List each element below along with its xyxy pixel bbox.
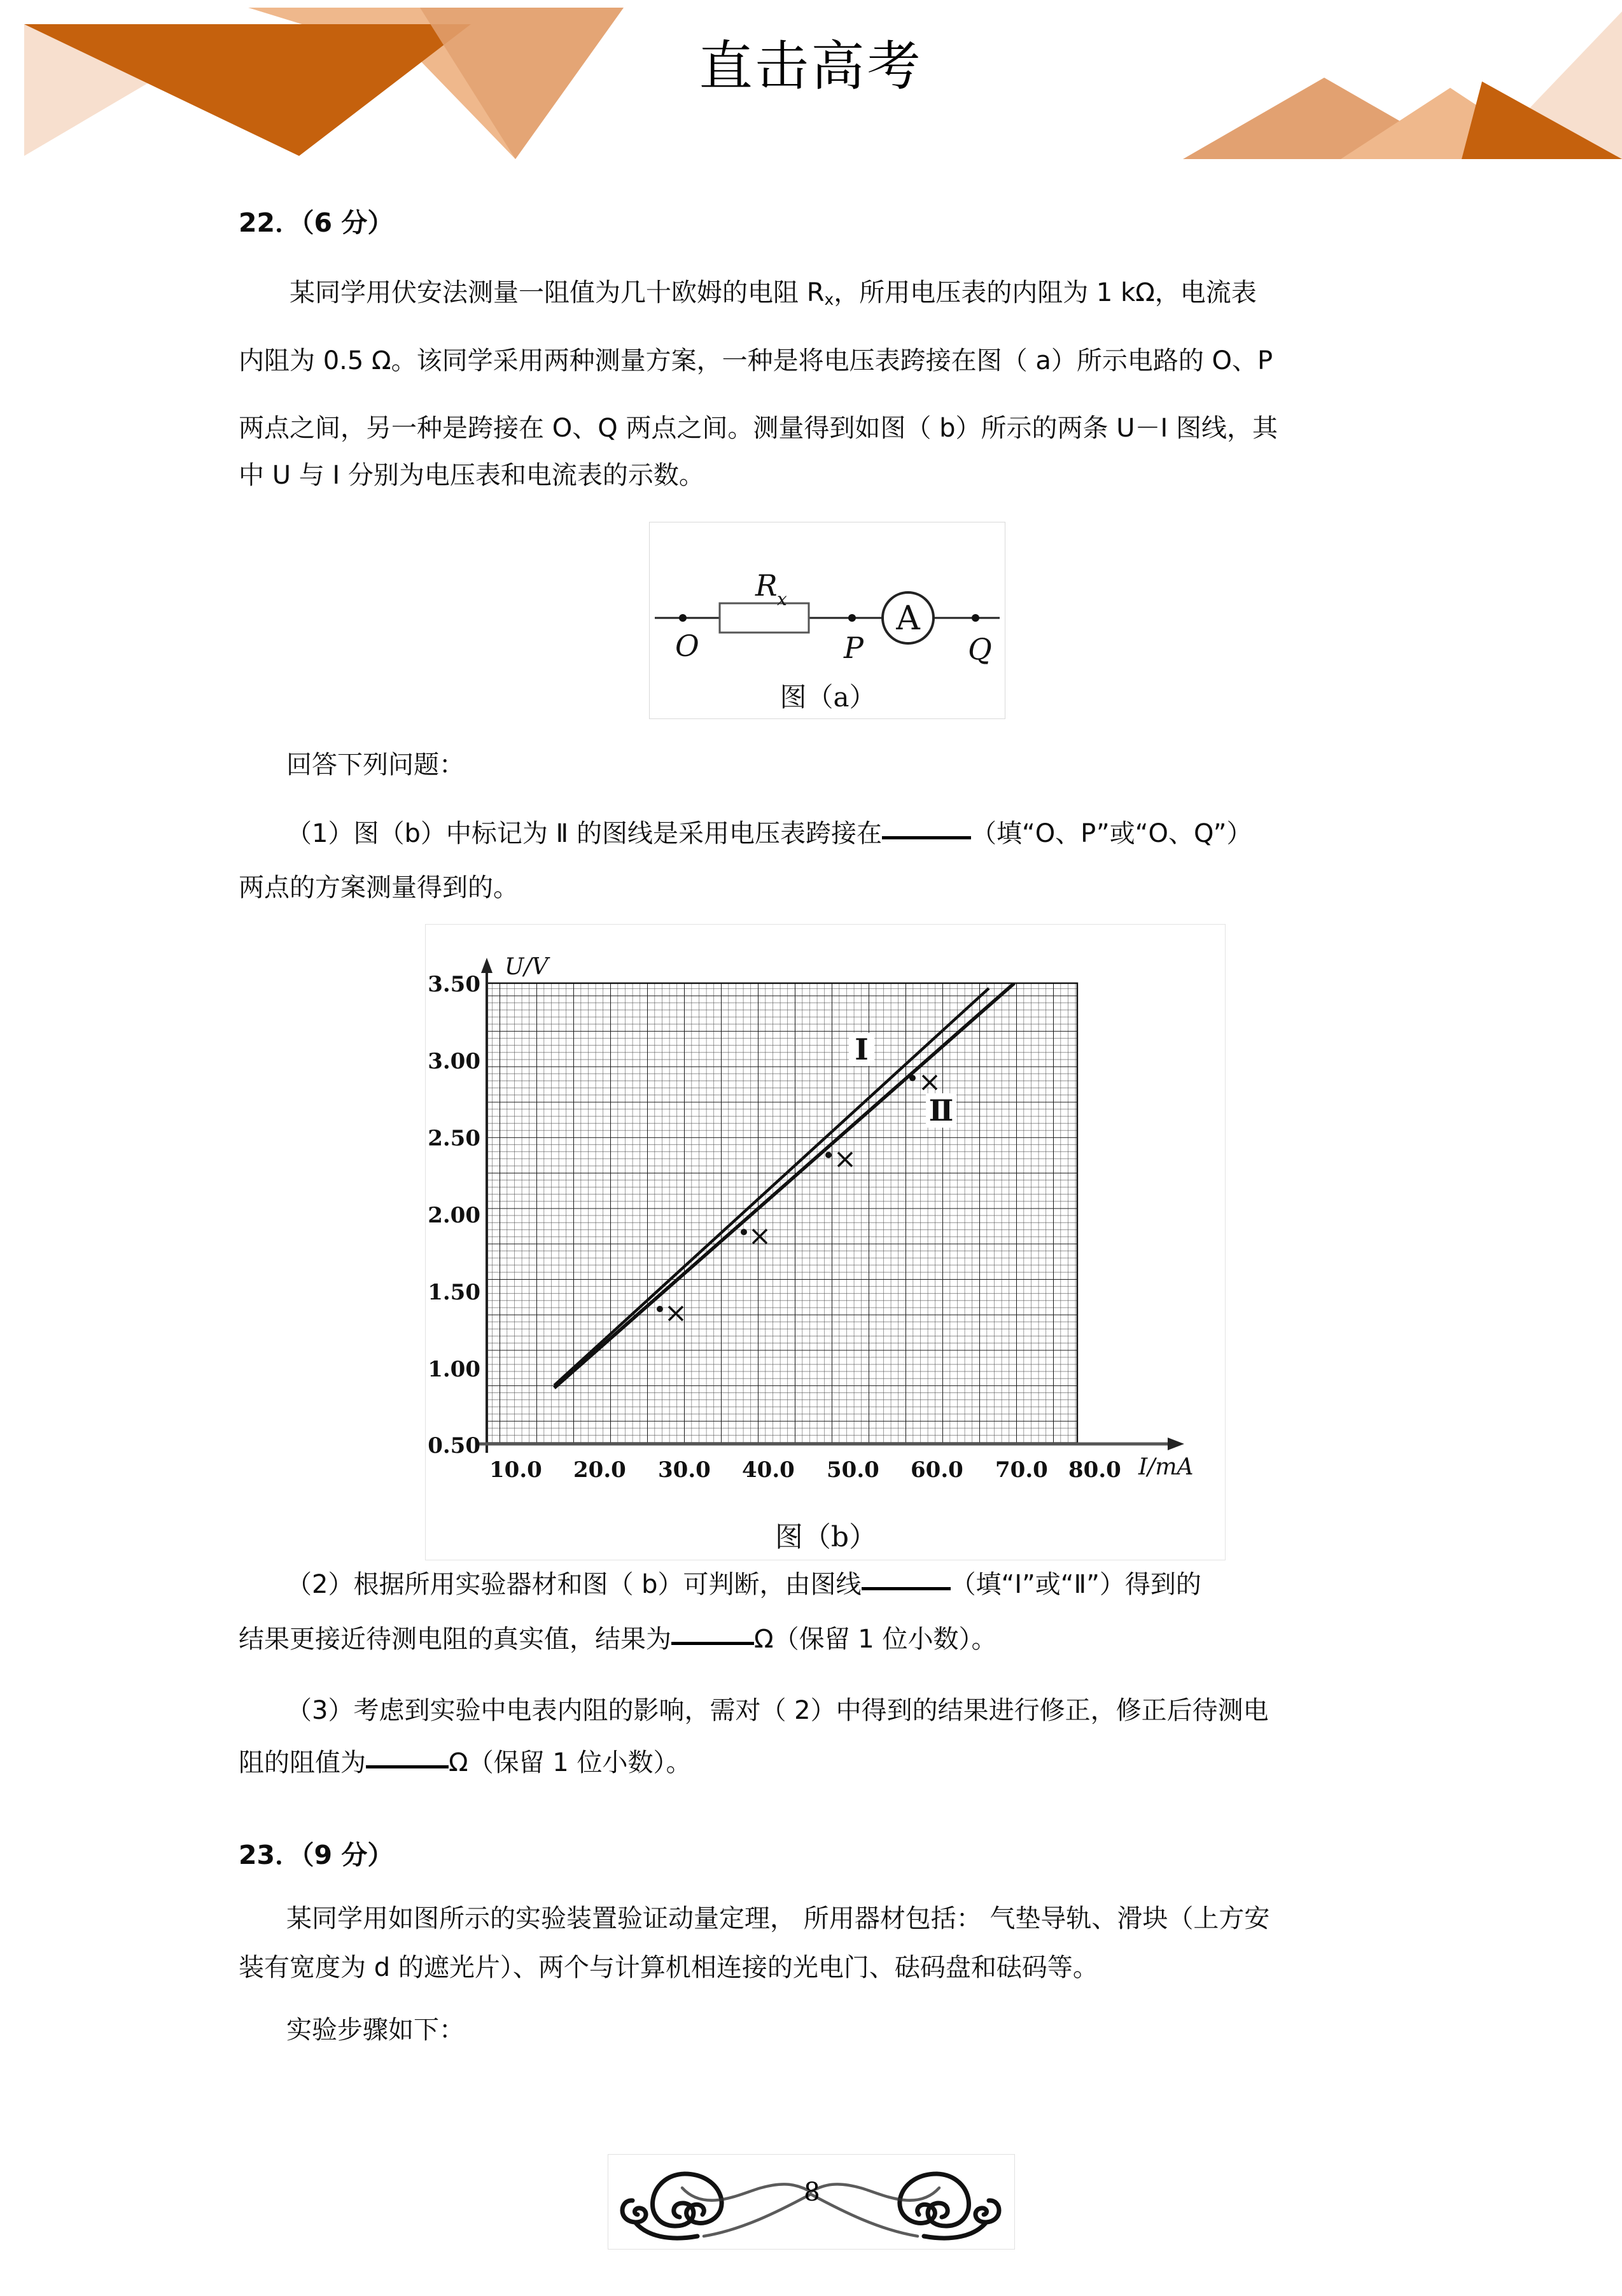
question-22-sub-3: （3）考虑到实验中电表内阻的影响，需对（ 2）中得到的结果进行修正，修正后待测电 xyxy=(286,1696,1269,1725)
svg-text:70.0: 70.0 xyxy=(995,1457,1048,1483)
figure-b-ui-graph xyxy=(425,924,1226,1560)
svg-text:1.50: 1.50 xyxy=(428,1280,480,1305)
answer-blank-1[interactable] xyxy=(882,836,971,839)
question-22-sub-1-text: （1）图（b）中标记为 Ⅱ 的图线是采用电压表跨接在 xyxy=(286,819,882,848)
question-22-line-1-tail: ，所用电压表的内阻为 1 kΩ，电流表 xyxy=(834,278,1257,307)
svg-text:10.0: 10.0 xyxy=(489,1457,542,1483)
svg-text:O: O xyxy=(675,629,699,663)
circuit-schematic xyxy=(650,529,1005,694)
rx-subscript: x xyxy=(824,290,834,309)
svg-text:3.50: 3.50 xyxy=(428,972,480,997)
question-22-sub-1-hint: （填“O、P”或“O、Q”） xyxy=(970,819,1252,848)
svg-text:P: P xyxy=(844,631,863,665)
x-axis-label: I/mA xyxy=(1138,1454,1194,1480)
svg-text:80.0: 80.0 xyxy=(1068,1457,1121,1483)
question-22-number: 22．（6 分） xyxy=(239,207,394,238)
question-22-sub-2-cont xyxy=(239,1627,996,1652)
question-22-sub-2-text: （2）根据所用实验器材和图（ b）可判断，由图线 xyxy=(286,1570,862,1599)
figure-a-circuit-diagram xyxy=(649,522,1005,719)
question-22-sub-1 xyxy=(286,821,1252,846)
question-22-line-2: 内阻为 0.5 Ω。该同学采用两种测量方案，一种是将电压表跨接在图（ a）所示电路的 O、P xyxy=(239,346,1273,375)
figure-a-caption: 图（a） xyxy=(780,682,876,713)
svg-text:40.0: 40.0 xyxy=(742,1457,795,1483)
question-22-sub-3-cont xyxy=(239,1750,691,1775)
question-23-line-3: 实验步骤如下： xyxy=(286,2015,465,2045)
ui-graph-svg xyxy=(426,925,1225,1516)
question-22-sub-2 xyxy=(286,1572,1201,1597)
svg-text:A: A xyxy=(896,599,920,638)
question-23-line-2: 装有宽度为 d 的遮光片）、两个与计算机相连接的光电门、砝码盘和砝码等。 xyxy=(239,1953,1098,1982)
svg-text:50.0: 50.0 xyxy=(827,1457,879,1483)
svg-text:Q: Q xyxy=(968,632,992,666)
curve-label-II: Ⅱ xyxy=(928,1093,954,1128)
answer-blank-4[interactable] xyxy=(366,1765,449,1768)
svg-text:20.0: 20.0 xyxy=(573,1457,626,1483)
svg-text:x: x xyxy=(777,589,787,610)
question-22-sub-1-cont: 两点的方案测量得到的。 xyxy=(239,873,519,902)
page-footer xyxy=(608,2154,1015,2250)
question-23-number: 23．（9 分） xyxy=(239,1840,394,1870)
page-header xyxy=(0,0,1622,172)
svg-text:0.50: 0.50 xyxy=(428,1433,480,1459)
answer-blank-2[interactable] xyxy=(862,1586,951,1590)
question-22-sub-3-text: 阻的阻值为 xyxy=(239,1748,366,1777)
question-22-line-4: 中 U 与 I 分别为电压表和电流表的示数。 xyxy=(239,461,704,490)
svg-text:R: R xyxy=(755,568,778,603)
question-22-sub-3-unit: Ω（保留 1 位小数）。 xyxy=(449,1748,692,1777)
figure-b-caption: 图（b） xyxy=(774,1521,877,1553)
question-22-sub-2-hint: （填“Ⅰ”或“Ⅱ”）得到的 xyxy=(950,1570,1201,1599)
question-22-sub-2-unit: Ω（保留 1 位小数）。 xyxy=(754,1625,997,1654)
svg-text:30.0: 30.0 xyxy=(658,1457,711,1483)
page-number: 8 xyxy=(804,2178,820,2207)
page-title: 直击高考 xyxy=(699,35,923,97)
answer-blank-3[interactable] xyxy=(671,1641,754,1645)
curve-label-I: Ⅰ xyxy=(855,1032,869,1067)
answer-prompt: 回答下列问题： xyxy=(286,750,465,780)
svg-text:2.50: 2.50 xyxy=(428,1126,480,1151)
question-22-sub-2-cont-text: 结果更接近待测电阻的真实值，结果为 xyxy=(239,1625,671,1654)
svg-text:1.00: 1.00 xyxy=(428,1357,480,1382)
question-22-line-1-text: 某同学用伏安法测量一阻值为几十欧姆的电阻 R xyxy=(290,278,825,307)
question-22-line-3: 两点之间，另一种是跨接在 O、Q 两点之间。测量得到如图（ b）所示的两条 U－I 图线，其 xyxy=(239,414,1278,443)
svg-text:60.0: 60.0 xyxy=(911,1457,963,1483)
y-axis-label: U/V xyxy=(505,954,549,980)
question-22-line-1 xyxy=(290,280,1257,308)
svg-text:3.00: 3.00 xyxy=(428,1049,480,1074)
svg-text:2.00: 2.00 xyxy=(428,1203,480,1228)
question-23-line-1: 某同学用如图所示的实验装置验证动量定理， 所用器材包括： 气垫导轨、滑块（上方安 xyxy=(286,1904,1270,1933)
